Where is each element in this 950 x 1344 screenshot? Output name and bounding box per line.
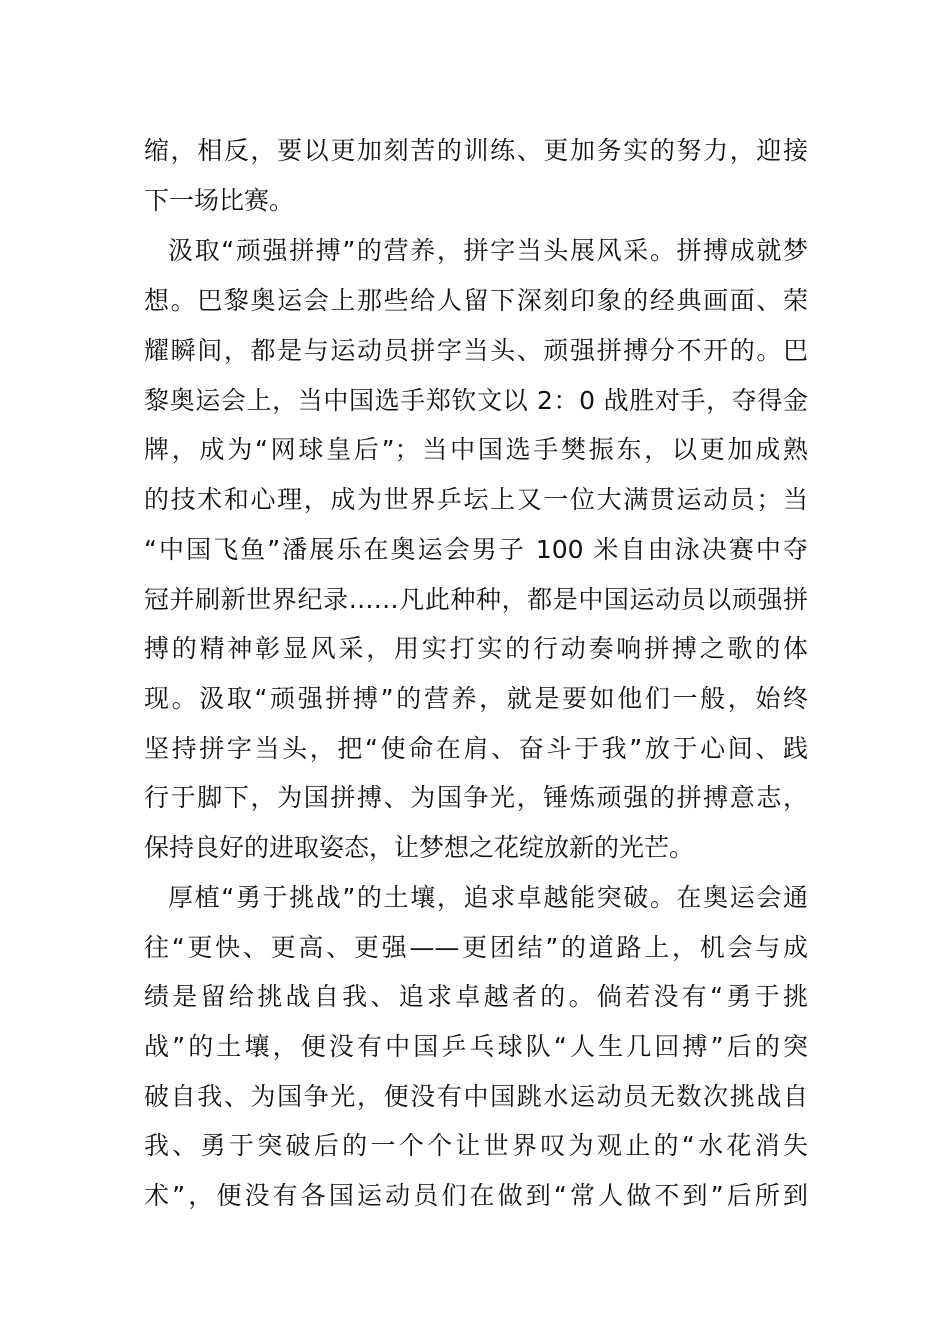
text-line-2: 下一场比赛。 [144,186,295,215]
text-line-20: 破自我、为国争光，便没有中国跳水运动员无数次挑战自 [144,1082,808,1111]
text-line-4: 想。巴黎奥运会上那些给人留下深刻印象的经典画面、荣 [144,286,808,315]
text-line-3: 汲取“顽强拼搏”的营养，拼字当头展风采。拼搏成就梦 [168,236,808,265]
text-line-15: 保持良好的进取姿态，让梦想之花绽放新的光芒。 [144,833,695,862]
text-line-17: 往“更快、更高、更强——更团结”的道路上，机会与成 [144,933,808,962]
text-line-14: 行于脚下，为国拼搏、为国争光，锤炼顽强的拼搏意志， [144,783,808,812]
text-line-8: 的技术和心理，成为世界乒坛上又一位大满贯运动员；当 [144,485,808,514]
text-line-16: 厚植“勇于挑战”的土壤，追求卓越能突破。在奥运会通 [168,883,808,912]
text-line-18: 绩是留给挑战自我、追求卓越者的。倘若没有“勇于挑 [144,982,808,1011]
text-line-12: 现。汲取“顽强拼搏”的营养，就是要如他们一般，始终 [144,684,808,713]
text-line-6: 黎奥运会上，当中国选手郑钦文以 2：0 战胜对手，夺得金 [144,386,808,415]
text-line-10: 冠并刷新世界纪录……凡此种种，都是中国运动员以顽强拼 [144,585,808,614]
text-line-5: 耀瞬间，都是与运动员拼字当头、顽强拼搏分不开的。巴 [144,336,808,365]
text-line-19: 战”的土壤，便没有中国乒乓球队“人生几回搏”后的突 [144,1032,808,1061]
text-line-9: “中国飞鱼”潘展乐在奥运会男子 100 米自由泳决赛中夺 [144,535,808,564]
text-line-7: 牌，成为“网球皇后”；当中国选手樊振东，以更加成熟 [144,435,808,464]
text-line-21: 我、勇于突破后的一个个让世界叹为观止的“水花消失 [144,1131,808,1160]
text-line-13: 坚持拼字当头，把“使命在肩、奋斗于我”放于心间、践 [144,734,808,763]
text-line-1: 缩，相反，要以更加刻苦的训练、更加务实的努力，迎接 [144,136,808,165]
text-line-22: 术”，便没有各国运动员们在做到“常人做不到”后所到 [144,1181,808,1210]
text-line-11: 搏的精神彰显风采，用实打实的行动奏响拼搏之歌的体 [144,634,808,663]
